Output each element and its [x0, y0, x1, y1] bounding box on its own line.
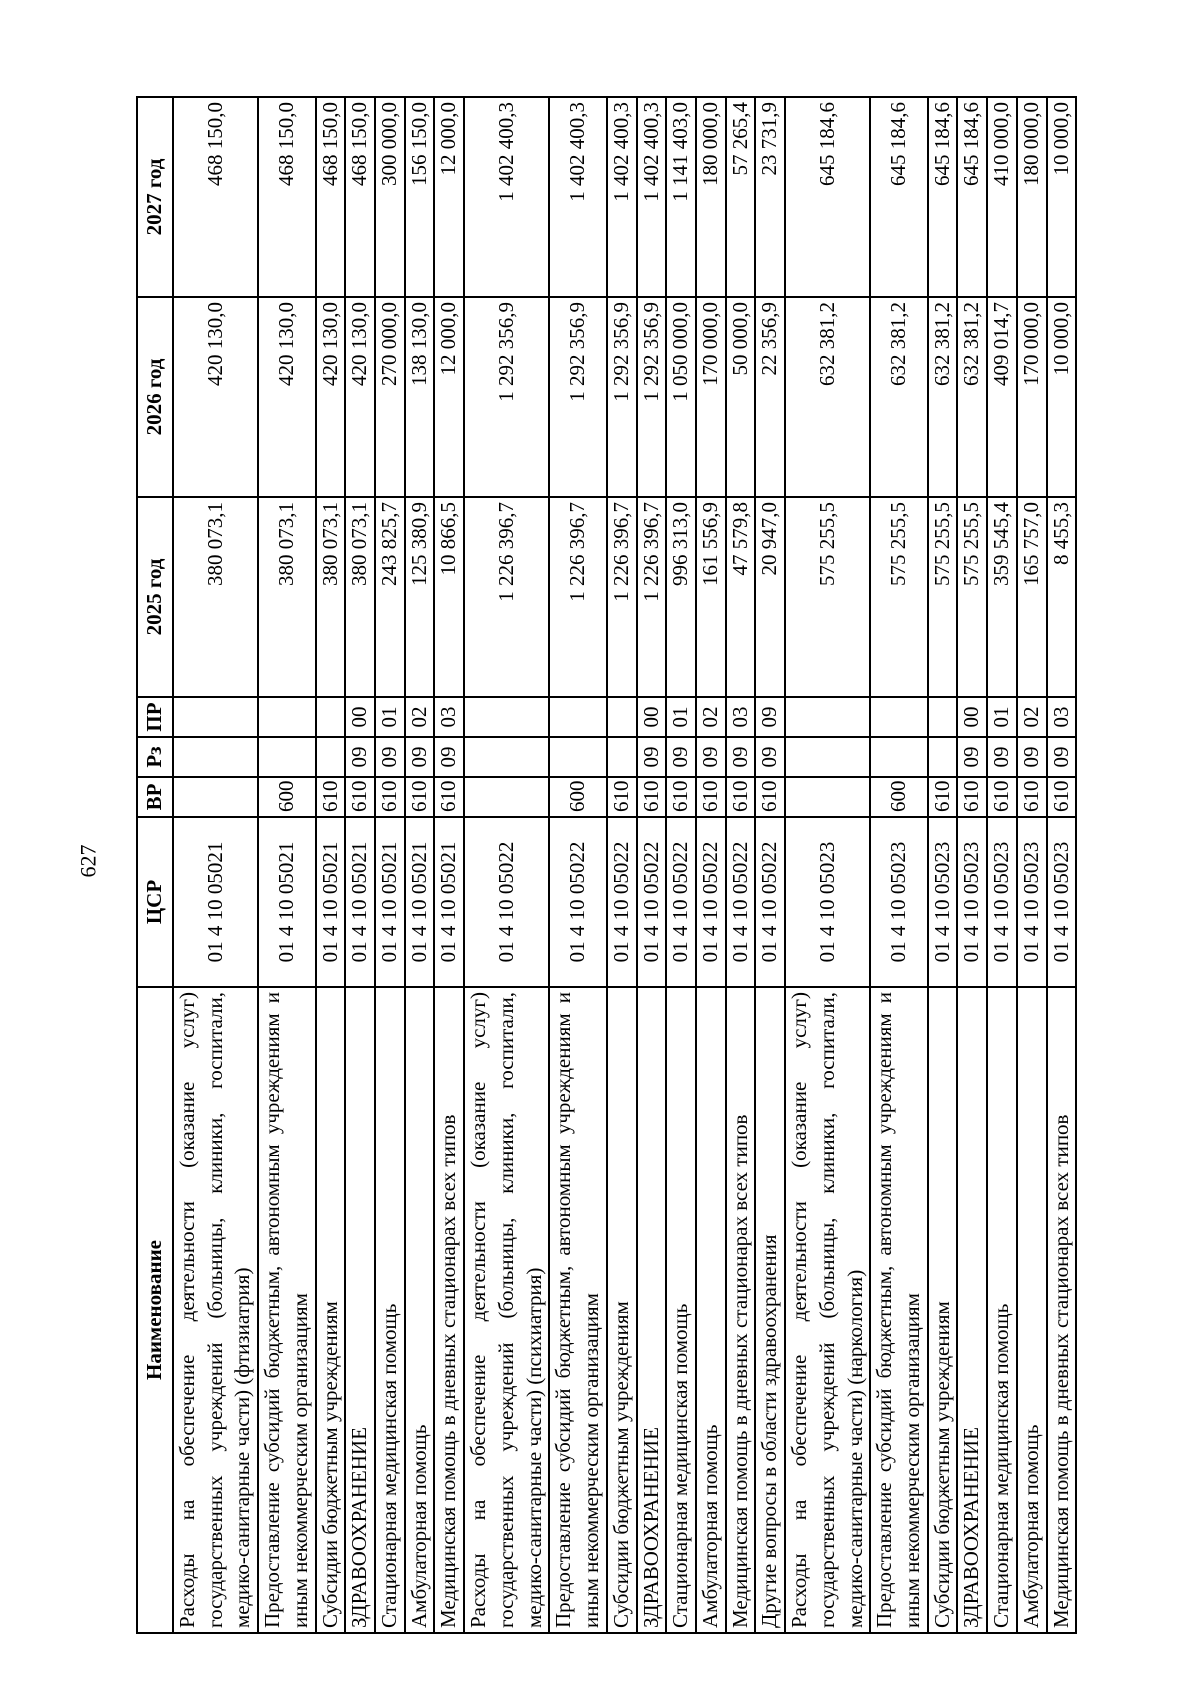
cell-rz: 09: [375, 737, 405, 777]
cell-2027: 468 150,0: [258, 97, 315, 297]
cell-2025: 8 455,3: [1047, 497, 1077, 697]
cell-2027: 10 000,0: [1047, 97, 1077, 297]
cell-2026: 420 130,0: [316, 297, 346, 497]
cell-name: ЗДРАВООХРАНЕНИЕ: [345, 987, 375, 1633]
cell-name: Амбулаторная помощь: [696, 987, 726, 1633]
cell-2027: 23 731,9: [755, 97, 785, 297]
table-row: [870, 97, 927, 1633]
cell-name: Предоставление субсидий бюджетным, автономным учреждениям и иным некоммерческим организациям: [870, 987, 927, 1633]
cell-2027: 1 141 403,0: [666, 97, 696, 297]
cell-2027: 180 000,0: [1017, 97, 1047, 297]
cell-vr: 610: [928, 777, 958, 817]
cell-csr: 01 4 10 05021: [316, 817, 346, 987]
cell-rz: 09: [345, 737, 375, 777]
cell-2025: 165 757,0: [1017, 497, 1047, 697]
cell-name: ЗДРАВООХРАНЕНИЕ: [957, 987, 987, 1633]
cell-csr: 01 4 10 05021: [173, 817, 258, 987]
table-header-row: [137, 97, 173, 1633]
table-row: [258, 97, 315, 1633]
cell-csr: 01 4 10 05023: [1017, 817, 1047, 987]
table-row: [637, 97, 667, 1633]
table-row: [755, 97, 785, 1633]
cell-2025: 125 380,9: [405, 497, 435, 697]
cell-2026: 420 130,0: [173, 297, 258, 497]
cell-pr: 02: [1017, 697, 1047, 737]
table-row: [666, 97, 696, 1633]
cell-rz: [607, 737, 637, 777]
cell-csr: 01 4 10 05022: [549, 817, 606, 987]
cell-vr: 610: [607, 777, 637, 817]
cell-2025: 575 255,5: [957, 497, 987, 697]
cell-name: Предоставление субсидий бюджетным, автономным учреждениям и иным некоммерческим организациям: [258, 987, 315, 1633]
cell-2026: 409 014,7: [987, 297, 1017, 497]
cell-pr: [316, 697, 346, 737]
cell-vr: 600: [549, 777, 606, 817]
cell-2026: 50 000,0: [726, 297, 756, 497]
table-row: [375, 97, 405, 1633]
cell-csr: 01 4 10 05022: [696, 817, 726, 987]
cell-2026: 1 292 356,9: [464, 297, 549, 497]
cell-2026: 170 000,0: [1017, 297, 1047, 497]
cell-2025: 10 866,5: [434, 497, 464, 697]
header-pr: ПР: [137, 697, 173, 737]
cell-csr: 01 4 10 05023: [928, 817, 958, 987]
cell-name: Медицинская помощь в дневных стационарах всех типов: [434, 987, 464, 1633]
cell-name: Медицинская помощь в дневных стационарах всех типов: [726, 987, 756, 1633]
cell-vr: 610: [637, 777, 667, 817]
cell-2026: 632 381,2: [928, 297, 958, 497]
cell-csr: 01 4 10 05023: [785, 817, 870, 987]
cell-2025: 20 947,0: [755, 497, 785, 697]
cell-name: Расходы на обеспечение деятельности (оказание услуг) государственных учреждений (больницы, клиники, госпитали, медико-санитарные части) (наркология): [785, 987, 870, 1633]
cell-pr: 01: [666, 697, 696, 737]
cell-pr: 01: [375, 697, 405, 737]
cell-rz: [870, 737, 927, 777]
header-2026: 2026 год: [137, 297, 173, 497]
cell-2027: 1 402 400,3: [549, 97, 606, 297]
cell-name: Субсидии бюджетным учреждениям: [928, 987, 958, 1633]
cell-vr: 610: [345, 777, 375, 817]
page-number: 627: [75, 844, 101, 878]
cell-2027: 645 184,6: [957, 97, 987, 297]
cell-vr: 610: [987, 777, 1017, 817]
cell-2026: 1 050 000,0: [666, 297, 696, 497]
cell-csr: 01 4 10 05023: [987, 817, 1017, 987]
cell-csr: 01 4 10 05021: [375, 817, 405, 987]
cell-rz: 09: [434, 737, 464, 777]
cell-2025: 380 073,1: [316, 497, 346, 697]
cell-2026: 138 130,0: [405, 297, 435, 497]
header-vr: ВР: [137, 777, 173, 817]
cell-name: Медицинская помощь в дневных стационарах всех типов: [1047, 987, 1077, 1633]
cell-2026: 22 356,9: [755, 297, 785, 497]
cell-pr: 00: [957, 697, 987, 737]
cell-vr: 610: [375, 777, 405, 817]
cell-2027: 468 150,0: [316, 97, 346, 297]
cell-rz: 09: [637, 737, 667, 777]
cell-name: Амбулаторная помощь: [405, 987, 435, 1633]
cell-2027: 300 000,0: [375, 97, 405, 297]
cell-2026: 1 292 356,9: [607, 297, 637, 497]
cell-rz: [549, 737, 606, 777]
cell-csr: 01 4 10 05023: [870, 817, 927, 987]
cell-pr: [173, 697, 258, 737]
cell-2026: 1 292 356,9: [637, 297, 667, 497]
cell-2027: 1 402 400,3: [607, 97, 637, 297]
cell-2027: 12 000,0: [434, 97, 464, 297]
cell-pr: [870, 697, 927, 737]
cell-vr: 610: [696, 777, 726, 817]
cell-2026: 632 381,2: [870, 297, 927, 497]
cell-2025: 575 255,5: [785, 497, 870, 697]
cell-csr: 01 4 10 05021: [345, 817, 375, 987]
table-row: [1017, 97, 1047, 1633]
cell-name: Другие вопросы в области здравоохранения: [755, 987, 785, 1633]
cell-2026: 1 292 356,9: [549, 297, 606, 497]
cell-rz: 09: [755, 737, 785, 777]
table-row: [726, 97, 756, 1633]
cell-rz: [173, 737, 258, 777]
cell-2027: 645 184,6: [928, 97, 958, 297]
cell-pr: [607, 697, 637, 737]
cell-pr: 01: [987, 697, 1017, 737]
cell-2026: 632 381,2: [785, 297, 870, 497]
table-row: [928, 97, 958, 1633]
cell-2025: 1 226 396,7: [637, 497, 667, 697]
table-row: [785, 97, 870, 1633]
cell-2025: 243 825,7: [375, 497, 405, 697]
cell-csr: 01 4 10 05021: [434, 817, 464, 987]
cell-2027: 468 150,0: [345, 97, 375, 297]
cell-rz: 09: [696, 737, 726, 777]
cell-pr: 00: [345, 697, 375, 737]
cell-csr: 01 4 10 05022: [607, 817, 637, 987]
cell-csr: 01 4 10 05022: [637, 817, 667, 987]
cell-2025: 380 073,1: [173, 497, 258, 697]
cell-rz: 09: [1017, 737, 1047, 777]
cell-name: Субсидии бюджетным учреждениям: [607, 987, 637, 1633]
cell-rz: [928, 737, 958, 777]
cell-vr: [464, 777, 549, 817]
cell-2026: 270 000,0: [375, 297, 405, 497]
cell-2027: 1 402 400,3: [637, 97, 667, 297]
cell-vr: 610: [957, 777, 987, 817]
cell-vr: 610: [434, 777, 464, 817]
table-row: [173, 97, 258, 1633]
cell-2027: 180 000,0: [696, 97, 726, 297]
cell-pr: 03: [726, 697, 756, 737]
cell-2025: 1 226 396,7: [607, 497, 637, 697]
header-2027: 2027 год: [137, 97, 173, 297]
cell-2025: 380 073,1: [345, 497, 375, 697]
cell-csr: 01 4 10 05022: [666, 817, 696, 987]
cell-csr: 01 4 10 05022: [755, 817, 785, 987]
cell-name: Стационарная медицинская помощь: [987, 987, 1017, 1633]
cell-vr: 610: [316, 777, 346, 817]
cell-rz: 09: [1047, 737, 1077, 777]
cell-2025: 1 226 396,7: [464, 497, 549, 697]
cell-rz: [785, 737, 870, 777]
cell-2026: 170 000,0: [696, 297, 726, 497]
table-row: [1047, 97, 1077, 1633]
cell-2027: 645 184,6: [785, 97, 870, 297]
cell-2025: 996 313,0: [666, 497, 696, 697]
cell-2025: 359 545,4: [987, 497, 1017, 697]
cell-vr: [173, 777, 258, 817]
cell-csr: 01 4 10 05021: [258, 817, 315, 987]
cell-2027: 410 000,0: [987, 97, 1017, 297]
cell-name: ЗДРАВООХРАНЕНИЕ: [637, 987, 667, 1633]
cell-vr: 610: [1047, 777, 1077, 817]
header-csr: ЦСР: [137, 817, 173, 987]
cell-2027: 468 150,0: [173, 97, 258, 297]
cell-2026: 10 000,0: [1047, 297, 1077, 497]
cell-2025: 47 579,8: [726, 497, 756, 697]
cell-vr: 600: [258, 777, 315, 817]
cell-name: Амбулаторная помощь: [1017, 987, 1047, 1633]
table-row: [957, 97, 987, 1633]
cell-2026: 420 130,0: [345, 297, 375, 497]
table-row: [607, 97, 637, 1633]
cell-pr: [549, 697, 606, 737]
cell-pr: 00: [637, 697, 667, 737]
cell-rz: 09: [405, 737, 435, 777]
cell-rz: 09: [957, 737, 987, 777]
budget-table: [136, 96, 1077, 1634]
cell-csr: 01 4 10 05022: [726, 817, 756, 987]
table-row: [464, 97, 549, 1633]
table-row: [434, 97, 464, 1633]
cell-2026: 12 000,0: [434, 297, 464, 497]
cell-name: Предоставление субсидий бюджетным, автономным учреждениям и иным некоммерческим организациям: [549, 987, 606, 1633]
cell-2027: 1 402 400,3: [464, 97, 549, 297]
cell-pr: [785, 697, 870, 737]
cell-vr: 600: [870, 777, 927, 817]
cell-2026: 420 130,0: [258, 297, 315, 497]
cell-pr: [258, 697, 315, 737]
cell-2026: 632 381,2: [957, 297, 987, 497]
cell-vr: [785, 777, 870, 817]
cell-vr: 610: [726, 777, 756, 817]
cell-rz: 09: [726, 737, 756, 777]
cell-csr: 01 4 10 05022: [464, 817, 549, 987]
cell-rz: 09: [987, 737, 1017, 777]
cell-csr: 01 4 10 05023: [1047, 817, 1077, 987]
header-2025: 2025 год: [137, 497, 173, 697]
table-row: [345, 97, 375, 1633]
cell-pr: [464, 697, 549, 737]
cell-pr: 09: [755, 697, 785, 737]
cell-name: Расходы на обеспечение деятельности (оказание услуг) государственных учреждений (больницы, клиники, госпитали, медико-санитарные части) (фтизиатрия): [173, 987, 258, 1633]
cell-2027: 57 265,4: [726, 97, 756, 297]
cell-name: Стационарная медицинская помощь: [375, 987, 405, 1633]
cell-rz: [316, 737, 346, 777]
table-body: [173, 97, 1076, 1633]
cell-vr: 610: [755, 777, 785, 817]
cell-csr: 01 4 10 05021: [405, 817, 435, 987]
cell-2027: 645 184,6: [870, 97, 927, 297]
table-row: [987, 97, 1017, 1633]
cell-vr: 610: [1017, 777, 1047, 817]
cell-rz: [464, 737, 549, 777]
cell-csr: 01 4 10 05023: [957, 817, 987, 987]
cell-name: Расходы на обеспечение деятельности (оказание услуг) государственных учреждений (больницы, клиники, госпитали, медико-санитарные части) (психиатрия): [464, 987, 549, 1633]
table-container: [136, 98, 1076, 1634]
cell-name: Субсидии бюджетным учреждениям: [316, 987, 346, 1633]
header-rz: Рз: [137, 737, 173, 777]
cell-2025: 1 226 396,7: [549, 497, 606, 697]
cell-pr: 02: [405, 697, 435, 737]
cell-2027: 156 150,0: [405, 97, 435, 297]
cell-vr: 610: [405, 777, 435, 817]
table-row: [696, 97, 726, 1633]
cell-pr: 03: [1047, 697, 1077, 737]
table-row: [549, 97, 606, 1633]
cell-pr: 03: [434, 697, 464, 737]
table-row: [405, 97, 435, 1633]
cell-pr: 02: [696, 697, 726, 737]
cell-2025: 161 556,9: [696, 497, 726, 697]
cell-rz: [258, 737, 315, 777]
table-row: [316, 97, 346, 1633]
cell-2025: 575 255,5: [928, 497, 958, 697]
cell-2025: 380 073,1: [258, 497, 315, 697]
header-name: Наименование: [137, 987, 173, 1633]
cell-name: Стационарная медицинская помощь: [666, 987, 696, 1633]
cell-pr: [928, 697, 958, 737]
cell-2025: 575 255,5: [870, 497, 927, 697]
cell-rz: 09: [666, 737, 696, 777]
cell-vr: 610: [666, 777, 696, 817]
